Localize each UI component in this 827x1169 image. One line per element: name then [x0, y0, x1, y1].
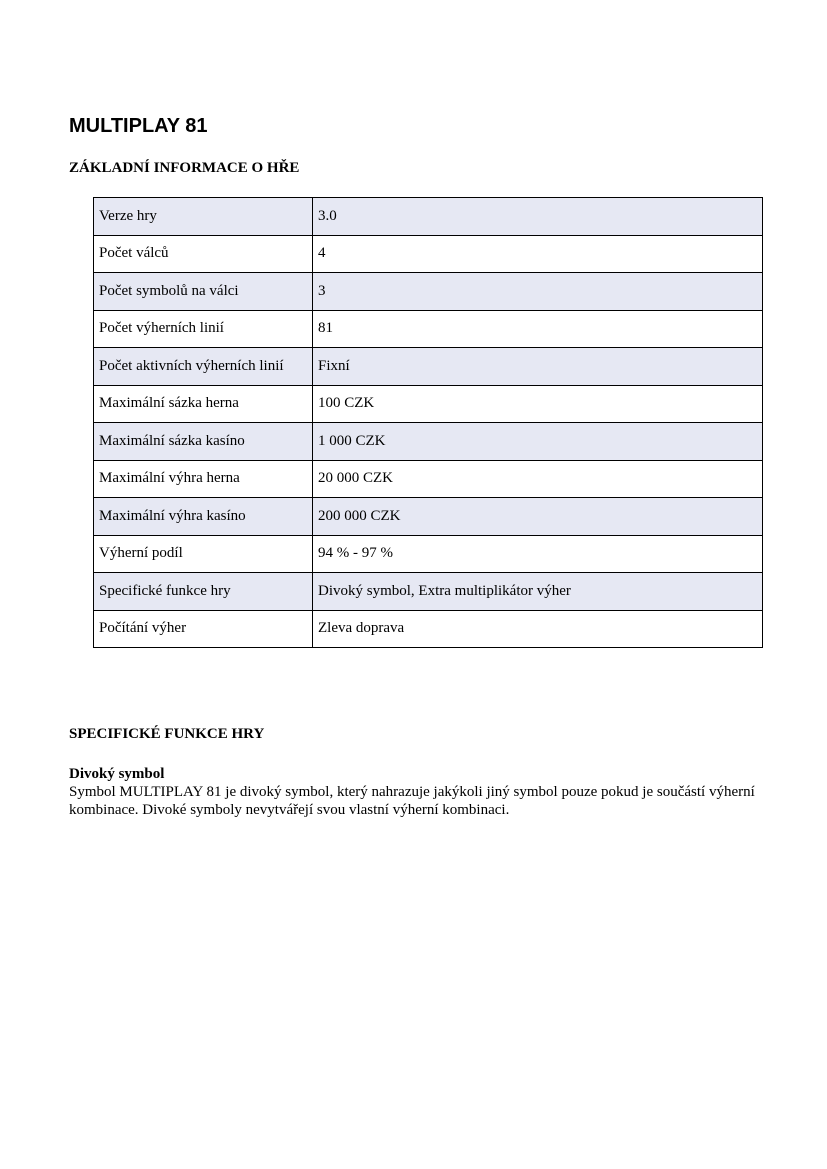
table-row: [94, 535, 763, 573]
wild-symbol-text: Symbol MULTIPLAY 81 je divoký symbol, který nahrazuje jakýkoli jiný symbol pouze pokud je součástí výherní kombinace. Divoké symboly nevytvářejí svou vlastní výherní kombinaci.: [69, 784, 755, 818]
table-row: [94, 610, 763, 648]
table-row: [94, 385, 763, 423]
cell-value: 20 000 CZK: [313, 460, 763, 498]
cell-label: Maximální výhra kasíno: [94, 498, 313, 536]
cell-value: Divoký symbol, Extra multiplikátor výher: [313, 573, 763, 611]
cell-value: Zleva doprava: [313, 610, 763, 648]
table-row: [94, 423, 763, 461]
wild-symbol-section: [69, 765, 769, 819]
table-row: [94, 310, 763, 348]
table-row: [94, 460, 763, 498]
cell-label: Počet válců: [94, 235, 313, 273]
wild-symbol-heading: Divoký symbol: [69, 766, 165, 782]
cell-value: 3: [313, 273, 763, 311]
table-row: [94, 573, 763, 611]
table-row: [94, 498, 763, 536]
cell-label: Maximální sázka herna: [94, 385, 313, 423]
table-row: [94, 348, 763, 386]
cell-label: Maximální sázka kasíno: [94, 423, 313, 461]
cell-value: 81: [313, 310, 763, 348]
cell-label: Výherní podíl: [94, 535, 313, 573]
cell-label: Počet výherních linií: [94, 310, 313, 348]
table-row: [94, 273, 763, 311]
cell-label: Počet symbolů na válci: [94, 273, 313, 311]
cell-value: 94 % - 97 %: [313, 535, 763, 573]
cell-value: 3.0: [313, 198, 763, 236]
section-heading-features: SPECIFICKÉ FUNKCE HRY: [69, 726, 265, 742]
section-heading-basic-info: ZÁKLADNÍ INFORMACE O HŘE: [69, 160, 300, 176]
cell-label: Maximální výhra herna: [94, 460, 313, 498]
cell-value: 4: [313, 235, 763, 273]
cell-value: Fixní: [313, 348, 763, 386]
table-row: [94, 198, 763, 236]
cell-value: 100 CZK: [313, 385, 763, 423]
cell-label: Specifické funkce hry: [94, 573, 313, 611]
cell-value: 1 000 CZK: [313, 423, 763, 461]
page-title: MULTIPLAY 81: [69, 115, 208, 137]
cell-value: 200 000 CZK: [313, 498, 763, 536]
table-row: [94, 235, 763, 273]
game-info-table: [93, 197, 763, 648]
cell-label: Počítání výher: [94, 610, 313, 648]
cell-label: Verze hry: [94, 198, 313, 236]
cell-label: Počet aktivních výherních linií: [94, 348, 313, 386]
